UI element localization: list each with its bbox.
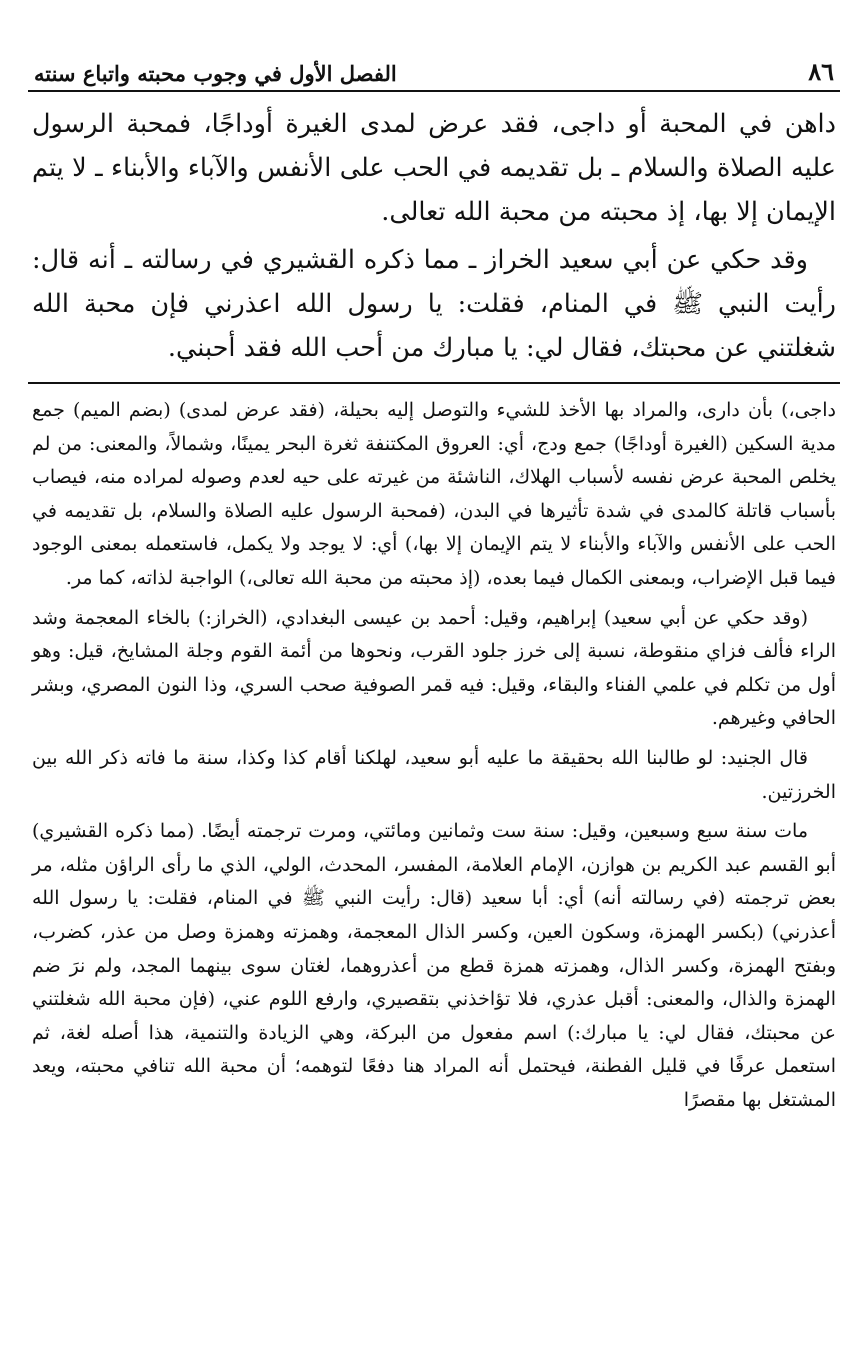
main-text [28, 102, 840, 370]
page-number: ٨٦ [808, 57, 834, 86]
main-paragraph: وقد حكي عن أبي سعيد الخراز ـ مما ذكره القشيري في رسالته ـ أنه قال: رأيت النبي ﷺ في المنام، فقلت: يا رسول الله اعذرني فإن محبة الله شغلتني عن محبتك، فقال لي: يا مبارك من أحب الله فقد أحبني. [32, 245, 836, 363]
running-title: الفصل الأول في وجوب محبته واتباع سنته [34, 61, 397, 86]
commentary-text [28, 394, 840, 1117]
commentary-paragraph: (وقد حكي عن أبي سعيد) إبراهيم، وقيل: أحمد بن عيسى البغدادي، (الخراز:) بالخاء المعجمة وشد الراء فألف فزاي منقوطة، نسبة إلى خرز جلود القرب، ونحوها من أئمة القوم وجلة المشايخ، قيل: وهو أول من تكلم في علمي الفناء والبقاء، وقيل: فيه قمر الصوفية صحب السري، وذا النون المصري، وبشر الحافي وغيرهم. [32, 606, 836, 730]
page-header [28, 50, 840, 92]
footnote-divider [28, 382, 840, 384]
commentary-paragraph: قال الجنيد: لو طالبنا الله بحقيقة ما عليه أبو سعيد، لهلكنا أقام كذا وكذا، سنة ما فاته ذكر الله بين الخرزتين. [32, 746, 836, 803]
book-page [28, 50, 840, 1339]
main-paragraph: داهن في المحبة أو داجى، فقد عرض لمدى الغيرة أوداجًا، فمحبة الرسول عليه الصلاة والسلام ـ بل تقديمه في الحب على الأنفس والآباء والأبناء ـ لا يتم الإيمان إلا بها، إذ محبته من محبة الله تعالى. [32, 109, 836, 227]
commentary-paragraph: مات سنة سبع وسبعين، وقيل: سنة ست وثمانين ومائتي، ومرت ترجمته أيضًا. (مما ذكره القشيري) أبو القسم عبد الكريم بن هوازن، الإمام العلامة، المفسر، المحدث، الولي، الذي ما رأى الراؤن مثله، مر بعض ترجمته (في رسالته أنه) أي: أبا سعيد (قال: رأيت النبي ﷺ في المنام، فقلت: يا رسول الله أعذرني) (بكسر الهمزة، وسكون العين، وكسر الذال المعجمة، وهمزته وهمزة وصل من عذر، كضرب، وبفتح الهمزة، وكسر الذال، وهمزته همزة قطع من أعذروهما، لغتان سوى بينهما المجد، ولم نرَ ضم الهمزة والذال، والمعنى: أقبل عذري، فلا تؤاخذني بتقصيري، وارفع اللوم عني، (فإن محبة الله شغلتني عن محبتك، فقال لي: يا مبارك:) اسم مفعول من البركة، وهي الزيادة والتنمية، هذا أصله لغة، ثم استعمل عرفًا في قليل الفطنة، فيحتمل أنه المراد هنا دفعًا لتوهمه؛ أن محبة الله تنافي محبته، ويعد المشتغل بها مقصرًا [32, 820, 836, 1111]
commentary-paragraph: داجى،) بأن دارى، والمراد بها الأخذ للشيء والتوصل إليه بحيلة، (فقد عرض لمدى) (بضم الميم) جمع مدية السكين (الغيرة أوداجًا) جمع ودج، أي: العروق المكتنفة ثغرة البحر يمينًا، وشمالاً، والمعنى: من لم يخلص المحبة عرض نفسه لأسباب الهلاك، الناشئة من غيرته على حيه لعدم وصوله لمراده منه، فيصاب بأسباب قاتلة كالمدى في شدة تأثيرها في البدن، (فمحبة الرسول عليه الصلاة والسلام، بل تقديمه في الحب على الأنفس والآباء والأبناء لا يتم الإيمان إلا بها،) أي: لا يوجد ولا يكمل، فاستعمله بمعنى الوجود فيما قبل الإضراب، وبمعنى الكمال فيما بعده، (إذ محبته من محبة الله تعالى،) الواجبة لذاته، كما مر. [32, 399, 836, 589]
